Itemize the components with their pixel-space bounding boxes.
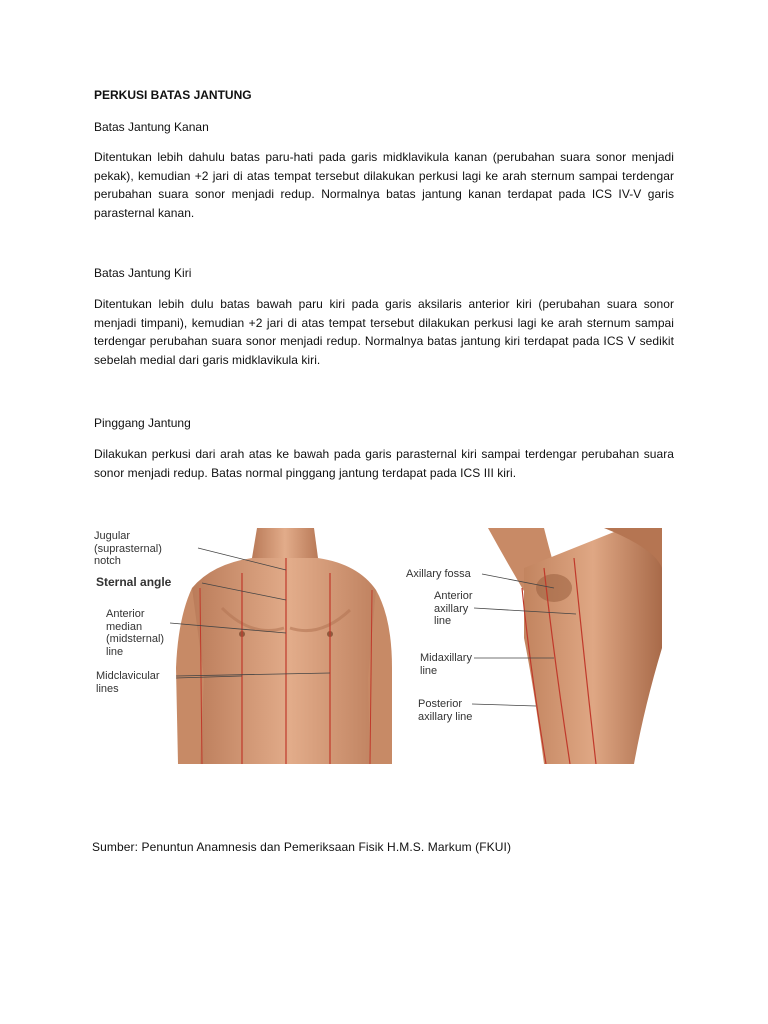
label-posterior-axillary-line: Posterior axillary line (418, 698, 473, 723)
section-heading-kanan: Batas Jantung Kanan (94, 120, 209, 134)
source-citation: Sumber: Penuntun Anamnesis dan Pemeriksaan Fisik H.M.S. Markum (FKUI) (92, 840, 512, 854)
side-torso-illustration (404, 528, 662, 764)
label-jugular-notch: Jugular (suprasternal) notch (94, 530, 162, 567)
label-midclavicular-lines: Midclavicular lines (96, 670, 160, 695)
label-anterior-median-line: Anterior median (midsternal) line (106, 608, 165, 658)
section-body-pinggang: Dilakukan perkusi dari arah atas ke bawah pada garis parasternal kiri sampai terdengar perubahan suara sonor menjadi redup. Batas normal pinggang jantung terdapat pada ICS III kiri. (94, 447, 674, 480)
side-torso-figure (404, 528, 662, 764)
section-body-kiri: Ditentukan lebih dulu batas bawah paru kiri pada garis aksilaris anterior kiri (perubahan suara sonor menjadi timpani), kemudian +2 jari di atas tempat tersebut dilakukan perkusi lagi ke arah sternum sampai terdengar perubahan suara sonor menjadi redup. Normalnya batas jantung kiri terdapat pada ICS V sedikit sebelah medial dari garis midklavikula kiri. (94, 297, 674, 367)
label-anterior-axillary-line: Anterior axillary line (434, 590, 473, 627)
label-midaxillary-line: Midaxillary line (420, 652, 472, 677)
label-axillary-fossa: Axillary fossa (406, 568, 471, 580)
section-heading-kiri: Batas Jantung Kiri (94, 266, 192, 280)
label-sternal-angle: Sternal angle (96, 575, 172, 589)
document-title: PERKUSI BATAS JANTUNG (94, 88, 252, 102)
section-heading-pinggang: Pinggang Jantung (94, 416, 191, 430)
section-body-kanan: Ditentukan lebih dahulu batas paru-hati pada garis midklavikula kanan (perubahan suara sonor menjadi pekak), kemudian +2 jari di atas tempat tersebut dilakukan perkusi lagi ke arah sternum sampai terdengar perubahan suara sonor menjadi redup. Normalnya batas jantung kanan terdapat pada ICS IV-V garis parasternal kanan. (94, 150, 674, 220)
front-torso-figure (92, 528, 392, 764)
